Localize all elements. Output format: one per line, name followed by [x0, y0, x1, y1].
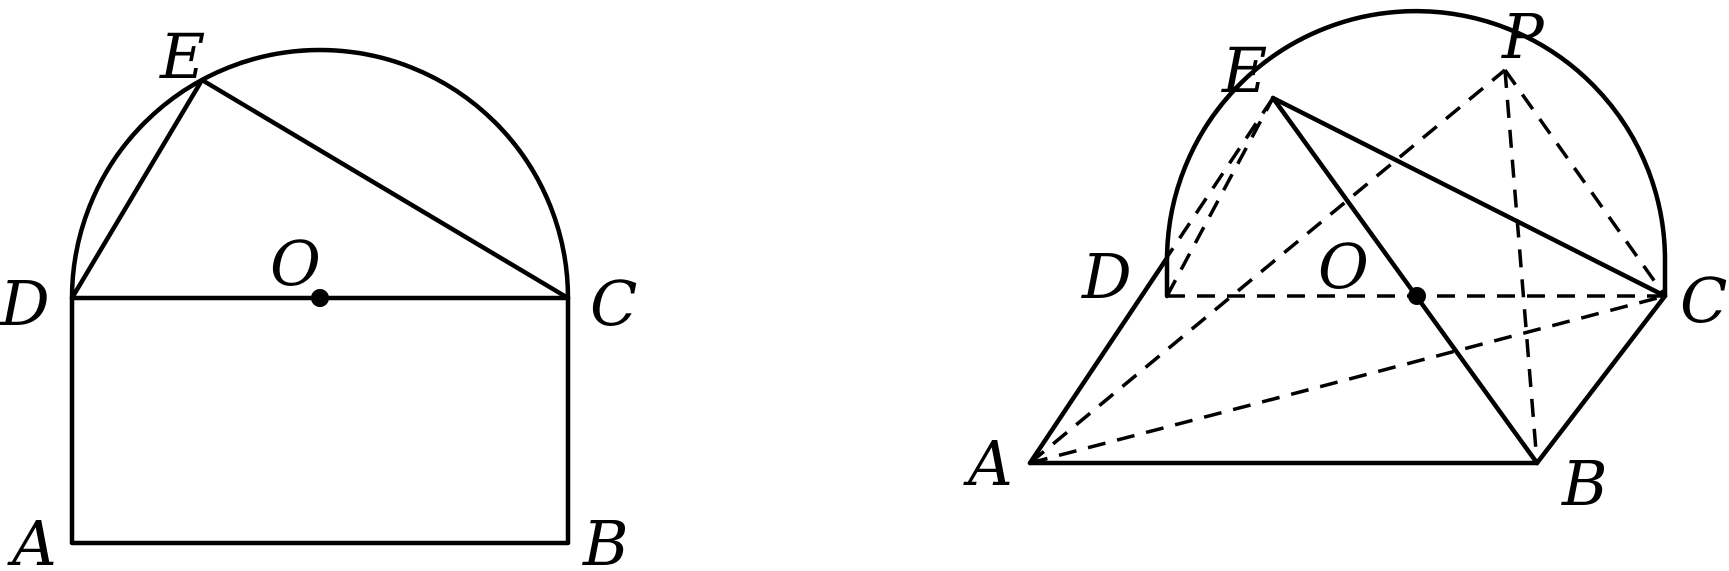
right-label-p: P — [1502, 0, 1544, 73]
left-label-e: E — [160, 20, 206, 93]
left-figure — [0, 20, 637, 571]
left-label-d: D — [0, 267, 50, 340]
left-segment-ec — [202, 80, 568, 298]
right-label-o: O — [1318, 230, 1369, 303]
right-segment-bc — [1537, 296, 1665, 463]
right-dashed-pc — [1505, 70, 1665, 296]
right-label-b: B — [1562, 447, 1608, 520]
right-label-d: D — [1082, 240, 1132, 313]
right-figure — [963, 0, 1727, 520]
right-dashed-pb — [1505, 70, 1537, 463]
left-label-b: B — [583, 507, 629, 571]
right-label-a: A — [968, 427, 1013, 500]
right-label-c: C — [1680, 264, 1728, 337]
left-label-o: O — [270, 227, 321, 300]
left-segment-de — [72, 80, 202, 298]
right-dashed-de — [1167, 98, 1273, 296]
left-label-a: A — [12, 507, 57, 571]
left-rectangle-abcd — [72, 298, 568, 543]
right-label-e: E — [1222, 34, 1268, 107]
right-point-o — [1408, 287, 1426, 305]
left-label-c: C — [590, 267, 638, 340]
